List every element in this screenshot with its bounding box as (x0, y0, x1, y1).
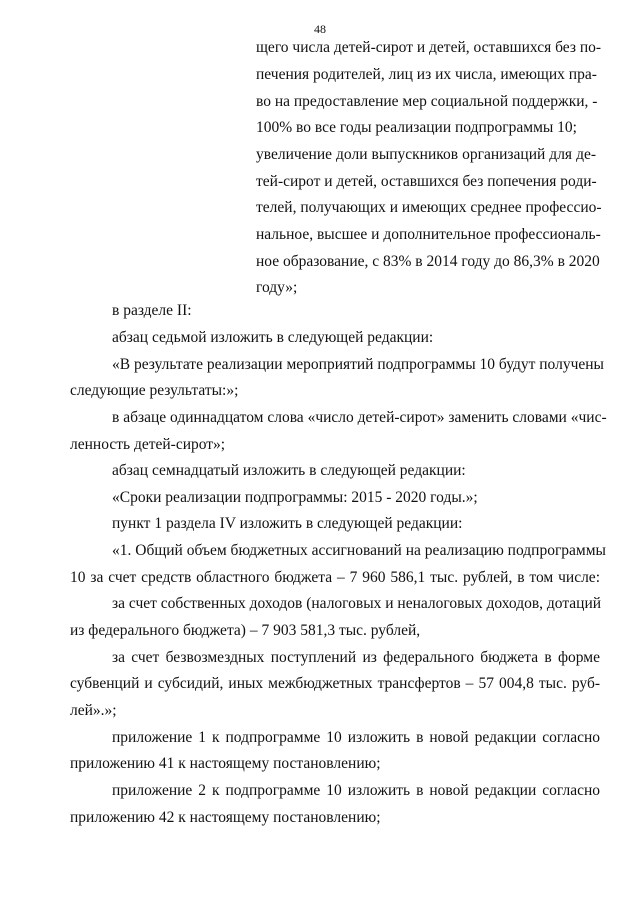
body-line: «1. Общий объем бюджетных ассигнований на реализацию подпрограммы (112, 542, 606, 559)
body-line: за счет безвозмездных поступлений из федерального бюджета в форме (112, 649, 600, 666)
body-line: субвенций и субсидий, иных межбюджетных трансфертов – 57 004,8 тыс. руб- (70, 675, 600, 692)
body-line: приложение 2 к подпрограмме 10 изложить в новой редакции согласно (112, 782, 600, 799)
cell-line: телей, получающих и имеющих среднее профессио- (256, 199, 602, 216)
cell-line: печения родителей, лиц из их числа, имеющих пра- (256, 66, 597, 83)
body-line: приложение 1 к подпрограмме 10 изложить в новой редакции согласно (112, 729, 600, 746)
body-line: за счет собственных доходов (налоговых и неналоговых доходов, дотаций (112, 595, 602, 612)
body-line: пункт 1 раздела IV изложить в следующей редакции: (112, 515, 463, 532)
body-line: в разделе II: (112, 302, 192, 319)
body-line: абзац семнадцатый изложить в следующей редакции: (112, 462, 466, 479)
body-line: ленность детей-сирот»; (70, 436, 226, 453)
body-line: из федерального бюджета) – 7 903 581,3 тыс. рублей, (70, 622, 421, 639)
cell-line: нальное, высшее и дополнительное профессиональ- (256, 226, 601, 243)
body-line: приложению 42 к настоящему постановлению; (70, 809, 381, 826)
body-line: следующие результаты:»; (70, 382, 239, 399)
cell-line: ное образование, с 83% в 2014 году до 86,3% в 2020 (256, 253, 600, 270)
body-line: «Сроки реализации подпрограммы: 2015 - 2020 годы.»; (112, 489, 478, 506)
body-line: приложению 41 к настоящему постановлению; (70, 755, 381, 772)
cell-line: 100% во все годы реализации подпрограммы 10; (256, 119, 577, 136)
page-number: 48 (314, 22, 326, 36)
body-line: абзац седьмой изложить в следующей редакции: (112, 329, 434, 346)
body-line: «В результате реализации мероприятий подпрограммы 10 будут получены (112, 356, 604, 373)
cell-line: году»; (256, 279, 298, 296)
body-line: 10 за счет средств областного бюджета – 7 960 586,1 тыс. рублей, в том числе: (70, 569, 600, 586)
cell-line: во на предоставление мер социальной поддержки, - (256, 93, 598, 110)
body-line: лей».»; (70, 702, 117, 719)
cell-line: щего числа детей-сирот и детей, оставшихся без по- (256, 39, 602, 56)
body-line: в абзаце одиннадцатом слова «число детей-сирот» заменить словами «чис- (112, 409, 607, 426)
cell-line: тей-сирот и детей, оставшихся без попечения роди- (256, 173, 597, 190)
cell-line: увеличение доли выпускников организаций для де- (256, 146, 596, 163)
